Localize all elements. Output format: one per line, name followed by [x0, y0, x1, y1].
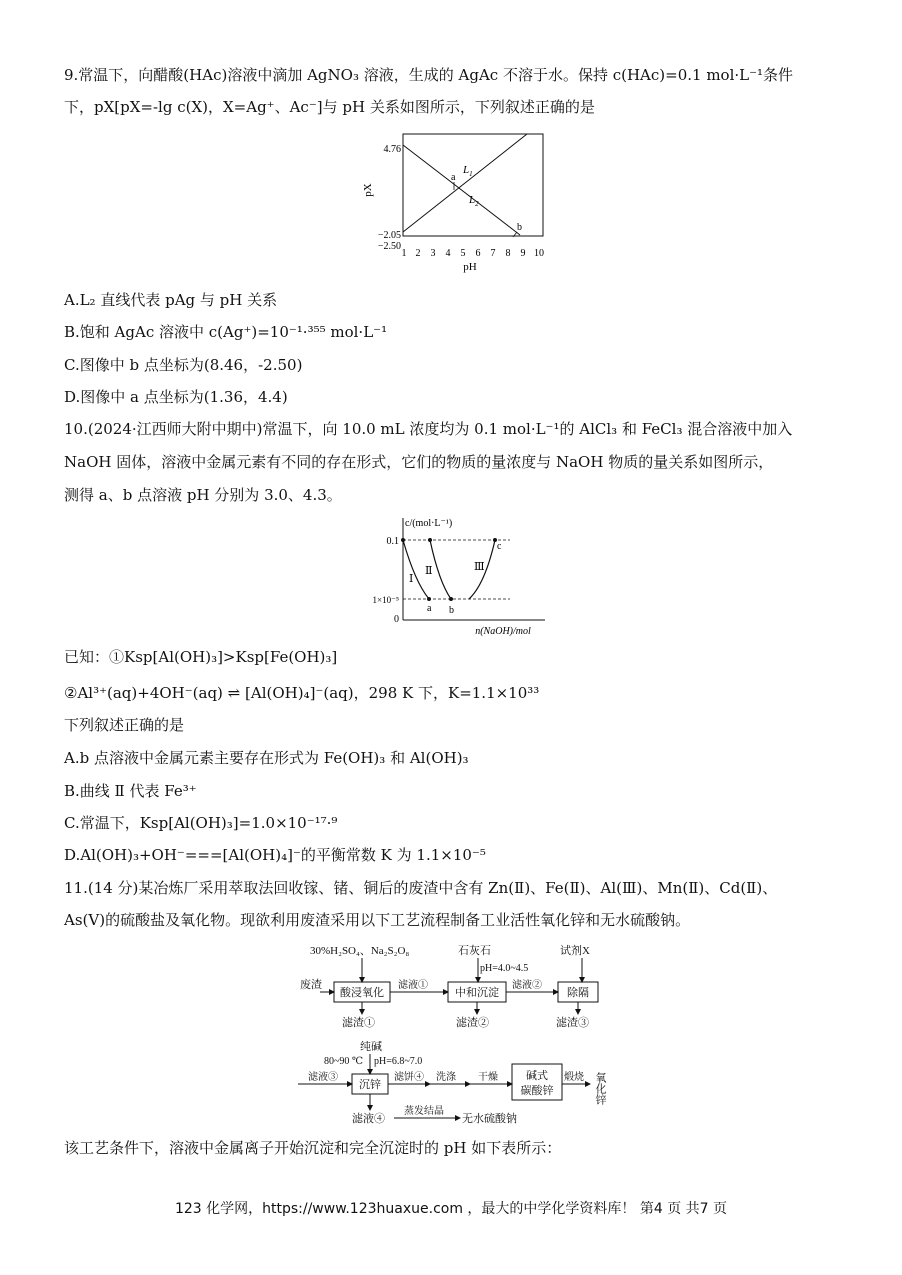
residue-3: 滤渣③: [556, 1017, 589, 1029]
n-axis-label: n(NaOH)/mol: [475, 626, 531, 637]
curve-I-label: Ⅰ: [409, 573, 414, 585]
dry-step: 干燥: [478, 1072, 498, 1083]
q10-option-a: A.b 点溶液中金属元素主要存在形式为 Fe(OH)₃ 和 Al(OH)₃: [64, 749, 469, 767]
q10-option-b: B.曲线 Ⅱ 代表 Fe³⁺: [64, 782, 197, 800]
wash-step: 洗涤: [436, 1072, 456, 1083]
q9-option-c: C.图像中 b 点坐标为(8.46，-2.50): [64, 356, 303, 374]
reagent-3: 试剂X: [560, 945, 590, 957]
q10-line3: 测得 a、b 点溶液 pH 分别为 3.0、4.3。: [64, 486, 342, 504]
q9-figure: [355, 132, 555, 277]
filtrate-3: 滤液③: [308, 1072, 338, 1083]
q11-line1: 11.(14 分)某冶炼厂采用萃取法回收镓、锗、铜后的废渣中含有 Zn(Ⅱ)、Fe(Ⅱ)、Al(Ⅲ)、Mn(Ⅱ)、Cd(Ⅱ)、: [64, 879, 778, 897]
curve-II: [430, 540, 451, 599]
point-a-label: a: [427, 603, 432, 614]
box5-line2: 碳酸锌: [520, 1085, 554, 1097]
point-a-label: a: [451, 172, 456, 183]
box5-line1: 碱式: [526, 1070, 548, 1082]
y-axis-label: pX: [362, 183, 374, 197]
x-tick-3: 3: [430, 248, 436, 259]
q9-option-d: D.图像中 a 点坐标为(1.36，4.4): [64, 388, 288, 406]
q11-flowchart: [290, 938, 620, 1134]
filtrate-4: 滤液④: [352, 1113, 385, 1125]
y-tick-476: 4.76: [383, 144, 401, 155]
q10-figure: [355, 512, 555, 640]
curve-III-label: Ⅲ: [474, 561, 485, 573]
point-c-label: c: [497, 541, 502, 552]
label-L1: $L_1$: [463, 164, 473, 178]
q10-option-c: C.常温下，Ksp[Al(OH)₃]=1.0×10⁻¹⁷·⁹: [64, 814, 338, 832]
q10-stem: 下列叙述正确的是: [64, 716, 185, 734]
y-tick-top: 0.1: [386, 536, 399, 547]
product-sodium-sulfate: 无水硫酸钠: [462, 1113, 517, 1125]
x-tick-8: 8: [505, 248, 511, 259]
origin-label: 0: [394, 614, 399, 625]
q9-option-b: B.饱和 AgAc 溶液中 c(Ag⁺)=10⁻¹·³⁵⁵ mol·L⁻¹: [64, 323, 388, 341]
line-L2: [403, 134, 527, 232]
q9-line2: 下，pX[pX=-lg c(X)，X=Ag⁺、Ac⁻]与 pH 关系如图所示，下列叙述正确的是: [64, 98, 595, 116]
y-tick-low: 1×10⁻⁵: [372, 595, 399, 605]
x-tick-6: 6: [475, 248, 481, 259]
box-neutralize-label: 中和沉淀: [455, 987, 499, 999]
q10-known-2: ②Al³⁺(aq)+4OH⁻(aq) ⇌ [Al(OH)₄]⁻(aq)，298 K 下，K=1.1×10³³: [64, 684, 540, 702]
box-acid-leach-label: 酸浸氧化: [340, 987, 384, 999]
evaporate-step: 蒸发结晶: [404, 1106, 444, 1117]
filter-cake-4: 滤饼④: [394, 1072, 424, 1083]
x-tick-4: 4: [445, 248, 451, 259]
filtrate-1: 滤液①: [398, 980, 428, 991]
feed-residue: 废渣: [300, 979, 322, 991]
y-tick-250: −2.50: [377, 241, 401, 252]
residue-1: 滤渣①: [342, 1017, 375, 1029]
q11-line2: As(Ⅴ)的硫酸盐及氧化物。现欲利用废渣采用以下工艺流程制备工业活性氧化锌和无水硫酸钠。: [64, 911, 691, 929]
x-tick-2: 2: [415, 248, 421, 259]
q9-option-a: A.L₂ 直线代表 pAg 与 pH 关系: [64, 291, 278, 309]
reagent-4: 纯碱: [360, 1041, 382, 1053]
condition-temp: 80~90 ℃: [324, 1056, 364, 1067]
x-tick-7: 7: [490, 248, 496, 259]
reagent-2-condition: pH=4.0~4.5: [480, 963, 529, 974]
q10-line2: NaOH 固体，溶液中金属元素有不同的存在形式，它们的物质的量浓度与 NaOH 物质的量关系如图所示，: [64, 453, 774, 471]
c-axis-label: c/(mol·L⁻¹): [405, 518, 453, 529]
curve-II-label: Ⅱ: [425, 565, 433, 577]
x-tick-10: 10: [534, 248, 544, 259]
box-zinc-precipitate-label: 沉锌: [359, 1079, 381, 1091]
x-axis-label: pH: [463, 261, 477, 273]
q10-line1: 10.(2024·江西师大附中期中)常温下，向 10.0 mL 浓度均为 0.1 mol·L⁻¹的 AlCl₃ 和 FeCl₃ 混合溶液中加入: [64, 420, 793, 438]
point-b-label: b: [449, 605, 454, 616]
line-L1: [403, 145, 520, 235]
x-tick-1: 1: [401, 248, 407, 259]
x-ticks: [402, 248, 545, 259]
condition-ph: pH=6.8~7.0: [374, 1056, 423, 1067]
point-b-label: b: [517, 222, 522, 233]
reagent-1: 30%H₂SO₄、Na₂S₂O₈: [310, 945, 410, 957]
q10-known-1: 已知：①Ksp[Al(OH)₃]>Ksp[Fe(OH)₃]: [64, 648, 338, 666]
reagent-2: 石灰石: [458, 945, 491, 957]
q9-line1: 9.常温下，向醋酸(HAc)溶液中滴加 AgNO₃ 溶液，生成的 AgAc 不溶于水。保持 c(HAc)=0.1 mol·L⁻¹条件: [64, 66, 794, 84]
calcine-step: 煅烧: [564, 1072, 584, 1083]
label-L2: $L_2$: [469, 194, 479, 208]
filtrate-2: 滤液②: [512, 980, 542, 991]
q10-option-d: D.Al(OH)₃+OH⁻===[Al(OH)₄]⁻的平衡常数 K 为 1.1×10⁻⁵: [64, 846, 486, 864]
x-tick-5: 5: [460, 248, 466, 259]
product-zinc-oxide: 氧化锌: [594, 1072, 606, 1105]
page-footer: 123 化学网，https://www.123huaxue.com ，最大的中学化学资料库！ 第4 页 共7 页: [174, 1201, 728, 1217]
y-tick-205: −2.05: [377, 230, 401, 241]
box-remove-label: 除隔: [567, 987, 589, 999]
residue-2: 滤渣②: [456, 1017, 489, 1029]
x-tick-9: 9: [520, 248, 526, 259]
q11-table-intro: 该工艺条件下，溶液中金属离子开始沉淀和完全沉淀时的 pH 如下表所示：: [64, 1139, 562, 1157]
